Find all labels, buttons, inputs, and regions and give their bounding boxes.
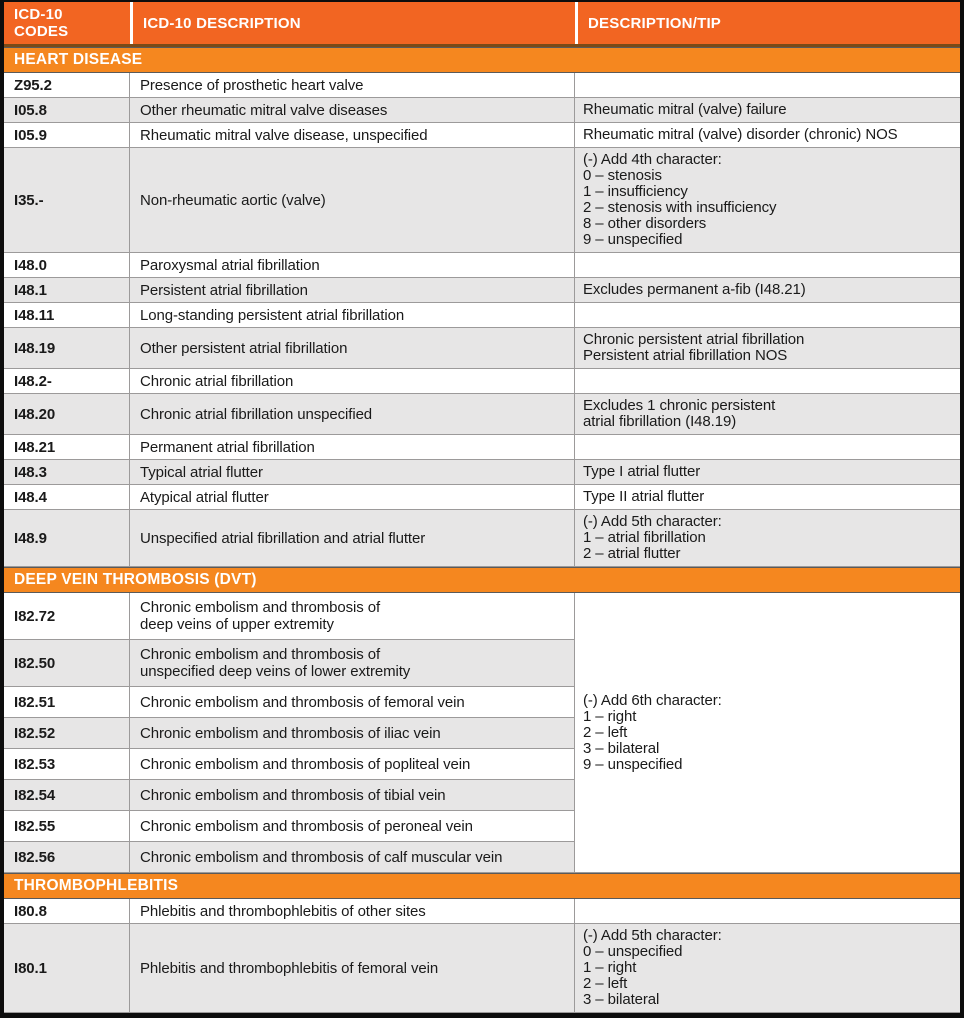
text-line: Non-rheumatic aortic (valve) [140, 191, 326, 209]
text-line: 1 – right [583, 707, 637, 725]
code-cell: I82.72 [4, 593, 130, 640]
tip-cell [575, 98, 960, 123]
tip-cell [575, 303, 960, 328]
description-cell [130, 510, 575, 567]
description-cell [130, 640, 575, 687]
text-line: 1 – atrial fibrillation [583, 529, 706, 546]
text-line: Type I atrial flutter [583, 463, 701, 480]
code-cell: I48.11 [4, 303, 130, 328]
text-line: Unspecified atrial fibrillation and atrial flutter [140, 529, 426, 547]
text-line: Chronic persistent atrial fibrillation [583, 331, 805, 348]
description-cell [130, 253, 575, 278]
tip-cell [575, 328, 960, 369]
code-cell: I48.1 [4, 278, 130, 303]
text-line: (-) Add 4th character: [583, 151, 722, 168]
section-header-deep-vein-thrombosis-dvt: DEEP VEIN THROMBOSIS (DVT) [4, 567, 960, 593]
tip-cell [575, 123, 960, 148]
text-line: Long-standing persistent atrial fibrillation [140, 306, 405, 324]
code-cell: Z95.2 [4, 73, 130, 98]
text-line: atrial fibrillation (I48.19) [583, 413, 737, 430]
text-line: Phlebitis and thrombophlebitis of other sites [140, 902, 426, 920]
code-cell: I82.50 [4, 640, 130, 687]
tip-cell [575, 435, 960, 460]
tip-cell [575, 394, 960, 435]
code-cell: I82.54 [4, 780, 130, 811]
description-cell [130, 485, 575, 510]
code-cell: I80.1 [4, 924, 130, 1013]
text-line: Rheumatic mitral valve disease, unspecified [140, 126, 428, 144]
description-cell [130, 811, 575, 842]
text-line: 0 – stenosis [583, 167, 662, 184]
code-cell: I48.0 [4, 253, 130, 278]
code-cell: I48.19 [4, 328, 130, 369]
code-cell: I80.8 [4, 899, 130, 924]
code-cell: I48.2- [4, 369, 130, 394]
description-cell [130, 749, 575, 780]
tip-cell [575, 253, 960, 278]
column-header-codes: ICD-10 CODES [14, 6, 69, 40]
text-line: Type II atrial flutter [583, 488, 705, 505]
description-cell [130, 148, 575, 253]
text-line: Excludes permanent a-fib (I48.21) [583, 281, 806, 298]
section-grid-heart-disease [4, 73, 960, 567]
description-cell [130, 303, 575, 328]
description-cell [130, 718, 575, 749]
text-line: Rheumatic mitral (valve) disorder (chronic) NOS [583, 126, 898, 143]
column-header-description: ICD-10 DESCRIPTION [130, 2, 575, 44]
description-cell [130, 73, 575, 98]
code-cell: I35.- [4, 148, 130, 253]
text-line: Other persistent atrial fibrillation [140, 339, 348, 357]
tip-cell [575, 148, 960, 253]
text-line: (-) Add 5th character: [583, 513, 722, 530]
text-line: Phlebitis and thrombophlebitis of femoral vein [140, 959, 439, 977]
text-line: Persistent atrial fibrillation [140, 281, 308, 299]
text-line: Chronic embolism and thrombosis of tibial vein [140, 786, 446, 804]
code-cell: I48.3 [4, 460, 130, 485]
tip-cell [575, 460, 960, 485]
text-line: Chronic embolism and thrombosis of peroneal vein [140, 817, 473, 835]
code-cell: I48.21 [4, 435, 130, 460]
code-cell: I48.20 [4, 394, 130, 435]
description-cell [130, 435, 575, 460]
text-line: 0 – unspecified [583, 943, 683, 960]
description-cell [130, 460, 575, 485]
text-line: Presence of prosthetic heart valve [140, 76, 364, 94]
description-cell [130, 394, 575, 435]
text-line: Typical atrial flutter [140, 463, 263, 481]
description-cell [130, 842, 575, 873]
code-cell: I05.9 [4, 123, 130, 148]
text-line: (-) Add 6th character: [583, 691, 722, 709]
code-cell: I82.55 [4, 811, 130, 842]
text-line: unspecified deep veins of lower extremity [140, 663, 411, 680]
code-cell: I82.56 [4, 842, 130, 873]
text-line: Chronic embolism and thrombosis of [140, 599, 381, 616]
text-line: Chronic embolism and thrombosis of popliteal vein [140, 755, 471, 773]
section-grid-thrombophlebitis [4, 899, 960, 1013]
text-line: 1 – insufficiency [583, 183, 688, 200]
text-line: Paroxysmal atrial fibrillation [140, 256, 320, 274]
text-line: Chronic embolism and thrombosis of iliac vein [140, 724, 441, 742]
text-line: Chronic embolism and thrombosis of calf muscular vein [140, 848, 503, 866]
text-line: 9 – unspecified [583, 755, 683, 773]
code-cell: I48.9 [4, 510, 130, 567]
text-line: Permanent atrial fibrillation [140, 438, 315, 456]
tip-cell [575, 485, 960, 510]
tip-cell [575, 510, 960, 567]
description-cell [130, 369, 575, 394]
description-cell [130, 687, 575, 718]
text-line: 3 – bilateral [583, 991, 660, 1008]
text-line: 8 – other disorders [583, 215, 707, 232]
section-header-heart-disease: HEART DISEASE [4, 47, 960, 73]
text-line: Rheumatic mitral (valve) failure [583, 101, 787, 118]
tip-cell [575, 899, 960, 924]
text-line: 1 – right [583, 959, 637, 976]
text-line: 2 – stenosis with insufficiency [583, 199, 777, 216]
description-cell [130, 278, 575, 303]
code-cell: I82.53 [4, 749, 130, 780]
description-cell [130, 98, 575, 123]
text-line: 2 – left [583, 723, 628, 741]
text-line: 3 – bilateral [583, 739, 660, 757]
text-line: Atypical atrial flutter [140, 488, 269, 506]
code-cell: I05.8 [4, 98, 130, 123]
text-line: Chronic embolism and thrombosis of [140, 646, 381, 663]
table-body [4, 47, 960, 1013]
text-line: 2 – left [583, 975, 628, 992]
section-header-thrombophlebitis: THROMBOPHLEBITIS [4, 873, 960, 899]
text-line: 9 – unspecified [583, 231, 683, 248]
text-line: Excludes 1 chronic persistent [583, 397, 776, 414]
text-line: Chronic embolism and thrombosis of femoral vein [140, 693, 465, 711]
text-line: Other rheumatic mitral valve diseases [140, 101, 388, 119]
text-line: (-) Add 5th character: [583, 927, 722, 944]
text-line: Chronic atrial fibrillation [140, 372, 294, 390]
text-line: Chronic atrial fibrillation unspecified [140, 405, 373, 423]
code-cell: I48.4 [4, 485, 130, 510]
code-cell: I82.51 [4, 687, 130, 718]
description-cell [130, 123, 575, 148]
text-line: 2 – atrial flutter [583, 545, 681, 562]
description-cell [130, 780, 575, 811]
column-header-tip: DESCRIPTION/TIP [575, 2, 960, 44]
description-cell [130, 593, 575, 640]
merged-tip-cell [575, 593, 960, 873]
table-header-row [4, 2, 960, 47]
tip-cell [575, 73, 960, 98]
text-line: deep veins of upper extremity [140, 616, 334, 633]
description-cell [130, 899, 575, 924]
description-cell [130, 328, 575, 369]
text-line: Persistent atrial fibrillation NOS [583, 347, 788, 364]
tip-cell [575, 278, 960, 303]
code-cell: I82.52 [4, 718, 130, 749]
tip-cell [575, 369, 960, 394]
section-grid-deep-vein-thrombosis-dvt [4, 593, 960, 873]
